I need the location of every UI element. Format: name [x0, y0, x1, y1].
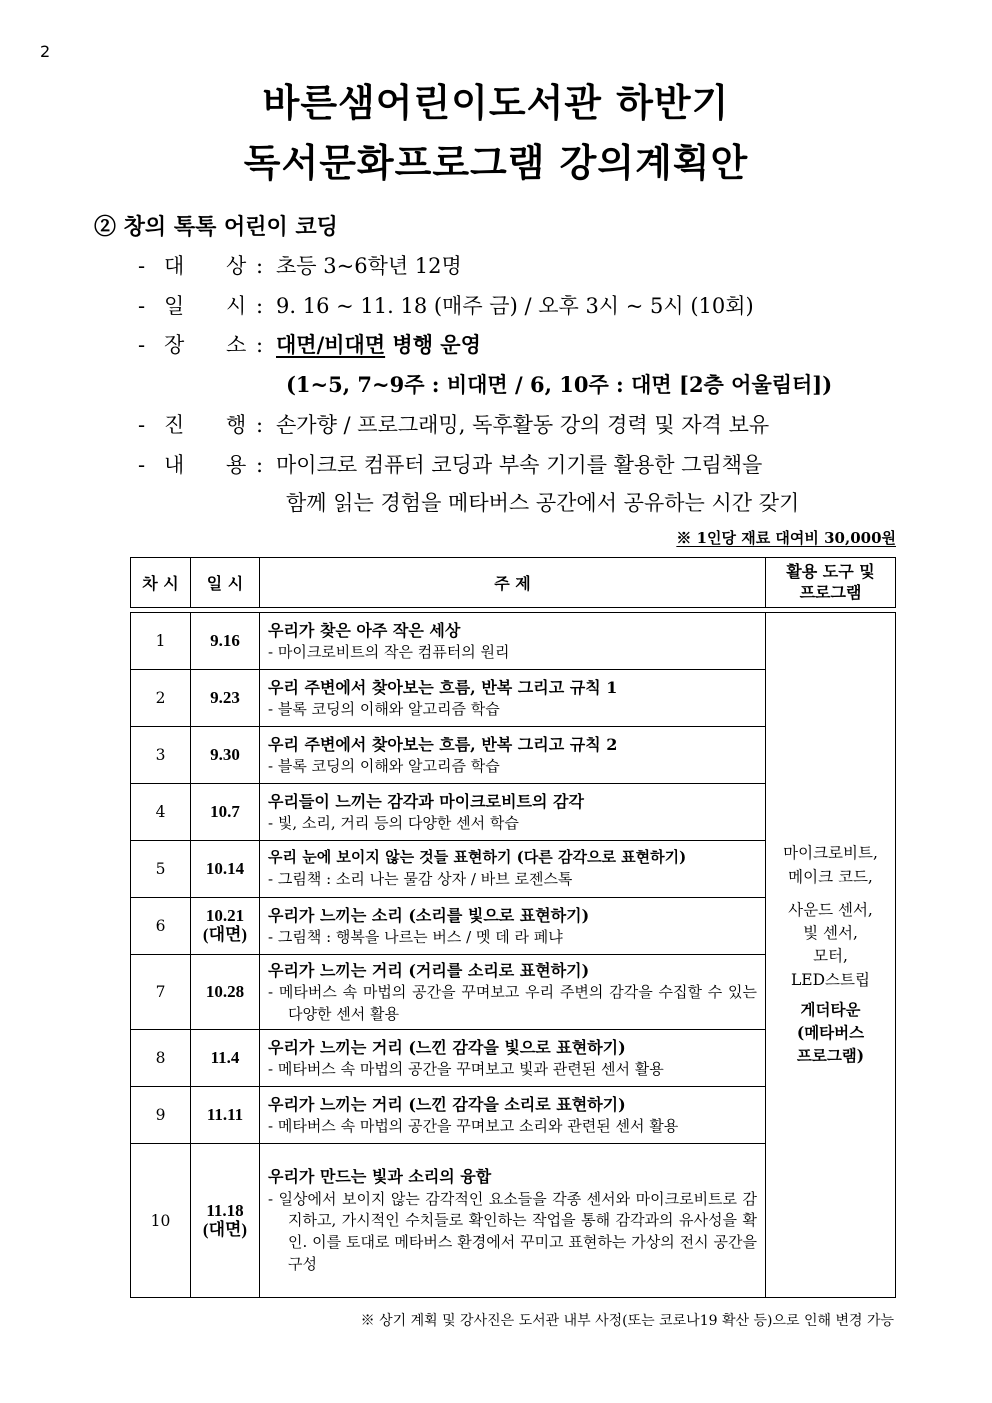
info-place — [138, 329, 481, 359]
topic-title: 우리가 느끼는 거리 (거리를 소리로 표현하기) — [268, 960, 590, 980]
info-label: 대 — [164, 254, 185, 278]
cell-no: 10 — [131, 1144, 191, 1298]
cell-topic — [260, 1144, 766, 1298]
tools-line: 마이크로비트, — [783, 844, 878, 863]
cell-topic — [260, 1087, 766, 1144]
header-date: 일 시 — [191, 558, 260, 608]
tools-line: LED스트립 — [791, 970, 870, 989]
header-tools-line: 활용 도구 및 — [786, 561, 875, 581]
topic-title: 우리가 느끼는 소리 (소리를 빛으로 표현하기) — [268, 905, 590, 925]
info-label: 일 — [164, 294, 185, 318]
info-label: 내 — [164, 453, 185, 477]
cell-no: 1 — [131, 613, 191, 670]
topic-title: 우리가 찾은 아주 작은 세상 — [268, 620, 461, 640]
tools-line: 모터, — [813, 947, 848, 966]
cell-no: 8 — [131, 1030, 191, 1087]
info-label: 진 — [164, 413, 185, 437]
topic-desc: - 메타버스 속 마법의 공간을 꾸며보고 빛과 관련된 센서 활용 — [268, 1059, 664, 1078]
topic-title: 우리가 만드는 빛과 소리의 융합 — [268, 1167, 492, 1187]
info-label: 시 — [226, 294, 247, 318]
cell-no: 3 — [131, 727, 191, 784]
topic-desc: - 그림책 : 소리 나는 물감 상자 / 바브 로젠스톡 — [268, 870, 573, 888]
cell-tools — [766, 613, 896, 1298]
table-row — [131, 613, 896, 670]
date-note: (대면) — [202, 925, 248, 944]
cell-topic — [260, 613, 766, 670]
info-colon: : — [256, 254, 264, 278]
cell-no: 7 — [131, 955, 191, 1030]
schedule-table — [130, 557, 896, 1298]
header-no: 차 시 — [131, 558, 191, 608]
info-value: 병행 운영 — [385, 332, 481, 357]
cell-topic — [260, 727, 766, 784]
topic-desc: - 블록 코딩의 이해와 알고리즘 학습 — [268, 699, 500, 718]
info-value-emphasis: 대면/비대면 — [276, 332, 386, 357]
info-value: 마이크로 컴퓨터 코딩과 부속 기기를 활용한 그림책을 — [276, 453, 763, 477]
topic-title: 우리가 느끼는 거리 (느낀 감각을 빛으로 표현하기) — [268, 1037, 626, 1057]
page-title-line-2: 독서문화프로그램 강의계획안 — [243, 141, 749, 185]
header-tools — [766, 558, 896, 608]
tools-line: 빛 센서, — [803, 924, 858, 943]
bullet-dash: - — [138, 413, 146, 437]
cell-topic — [260, 841, 766, 898]
bullet-dash: - — [138, 294, 146, 318]
topic-desc: - 빛, 소리, 거리 등의 다양한 센서 학습 — [268, 813, 519, 832]
tools-line: 프로그램) — [796, 1046, 865, 1066]
cell-date: 11.4 — [191, 1030, 260, 1087]
header-topic: 주 제 — [260, 558, 766, 608]
topic-title: 우리 주변에서 찾아보는 흐름, 반복 그리고 규칙 1 — [268, 677, 618, 697]
info-value: 손가향 / 프로그래밍, 독후활동 강의 경력 및 자격 보유 — [276, 413, 770, 437]
cell-topic — [260, 955, 766, 1030]
bullet-dash: - — [138, 453, 146, 477]
info-lead — [138, 409, 769, 439]
info-target — [138, 250, 462, 280]
section-title: ② 창의 톡톡 어린이 코딩 — [94, 214, 338, 240]
topic-title: 우리가 느끼는 거리 (느낀 감각을 소리로 표현하기) — [268, 1094, 626, 1114]
tools-line: 메이크 코드, — [788, 867, 873, 886]
cell-date — [191, 898, 260, 955]
topic-title: 우리 주변에서 찾아보는 흐름, 반복 그리고 규칙 2 — [268, 734, 618, 754]
cell-topic — [260, 898, 766, 955]
page-number: 2 — [40, 42, 51, 61]
info-colon: : — [256, 294, 264, 318]
info-colon: : — [256, 453, 264, 477]
info-date — [138, 290, 754, 320]
fee-note: ※ 1인당 재료 대여비 30,000원 — [676, 529, 896, 547]
info-label: 소 — [226, 333, 247, 357]
header-tools-line: 프로그램 — [799, 582, 862, 602]
bullet-dash: - — [138, 254, 146, 278]
cell-no: 4 — [131, 784, 191, 841]
cell-topic — [260, 1030, 766, 1087]
tools-line: 사운드 센서, — [788, 900, 873, 919]
cell-date: 10.14 — [191, 841, 260, 898]
info-label: 행 — [226, 413, 247, 437]
topic-desc: - 블록 코딩의 이해와 알고리즘 학습 — [268, 756, 500, 775]
info-place-detail: (1~5, 7~9주 : 비대면 / 6, 10주 : 대면 [2층 어울림터]) — [286, 372, 833, 397]
info-label: 용 — [226, 453, 247, 477]
cell-topic — [260, 670, 766, 727]
info-colon: : — [256, 413, 264, 437]
date-value: 10.21 — [205, 906, 245, 926]
cell-no: 9 — [131, 1087, 191, 1144]
cell-date — [191, 1144, 260, 1298]
page-title-line-1: 바른샘어린이도서관 하반기 — [262, 81, 730, 125]
topic-title: 우리 눈에 보이지 않는 것들 표현하기 (다른 감각으로 표현하기) — [268, 848, 687, 867]
topic-desc: - 메타버스 속 마법의 공간을 꾸며보고 소리와 관련된 센서 활용 — [268, 1116, 679, 1135]
info-label: 장 — [164, 333, 185, 357]
topic-desc: - 마이크로비트의 작은 컴퓨터의 원리 — [268, 642, 510, 661]
date-note: (대면) — [202, 1219, 248, 1239]
topic-title: 우리들이 느끼는 감각과 마이크로비트의 감각 — [268, 791, 584, 811]
info-label: 상 — [226, 254, 247, 278]
footnote: ※ 상기 계획 및 강사진은 도서관 내부 사정(또는 코로나19 확산 등)으로 인해 변경 가능 — [360, 1313, 894, 1329]
info-content — [138, 449, 762, 479]
info-content-continued: 함께 읽는 경험을 메타버스 공간에서 공유하는 시간 갖기 — [286, 491, 800, 515]
cell-date: 9.16 — [191, 613, 260, 670]
cell-date: 9.30 — [191, 727, 260, 784]
table-header-row — [131, 558, 896, 608]
date-value: 11.18 — [206, 1200, 244, 1220]
cell-no: 2 — [131, 670, 191, 727]
bullet-dash: - — [138, 333, 146, 357]
cell-date: 10.28 — [191, 955, 260, 1030]
info-colon: : — [256, 333, 264, 357]
cell-no: 6 — [131, 898, 191, 955]
cell-no: 5 — [131, 841, 191, 898]
cell-topic — [260, 784, 766, 841]
topic-desc: - 그림책 : 행복을 나르는 버스 / 멧 데 라 페냐 — [268, 927, 563, 946]
info-value: 9. 16 ~ 11. 18 (매주 금) / 오후 3시 ~ 5시 (10회) — [276, 294, 754, 318]
topic-desc: - 메타버스 속 마법의 공간을 꾸며보고 우리 주변의 감각을 수집할 수 있는 다양한 센서 활용 — [268, 982, 757, 1023]
info-value: 초등 3~6학년 12명 — [276, 254, 462, 278]
tools-line: (메타버스 — [796, 1023, 865, 1043]
tools-line: 게더타운 — [800, 999, 861, 1019]
cell-date: 9.23 — [191, 670, 260, 727]
cell-date: 10.7 — [191, 784, 260, 841]
topic-desc: - 일상에서 보이지 않는 감각적인 요소들을 각종 센서와 마이크로비트로 감지하고, 가시적인 수치들로 확인하는 작업을 통해 감각과의 유사성을 확인. 이를 토대로 메타버스 환경에서 꾸미고 표현하는 가상의 전시 공간을 구성 — [268, 1189, 757, 1273]
cell-date: 11.11 — [191, 1087, 260, 1144]
